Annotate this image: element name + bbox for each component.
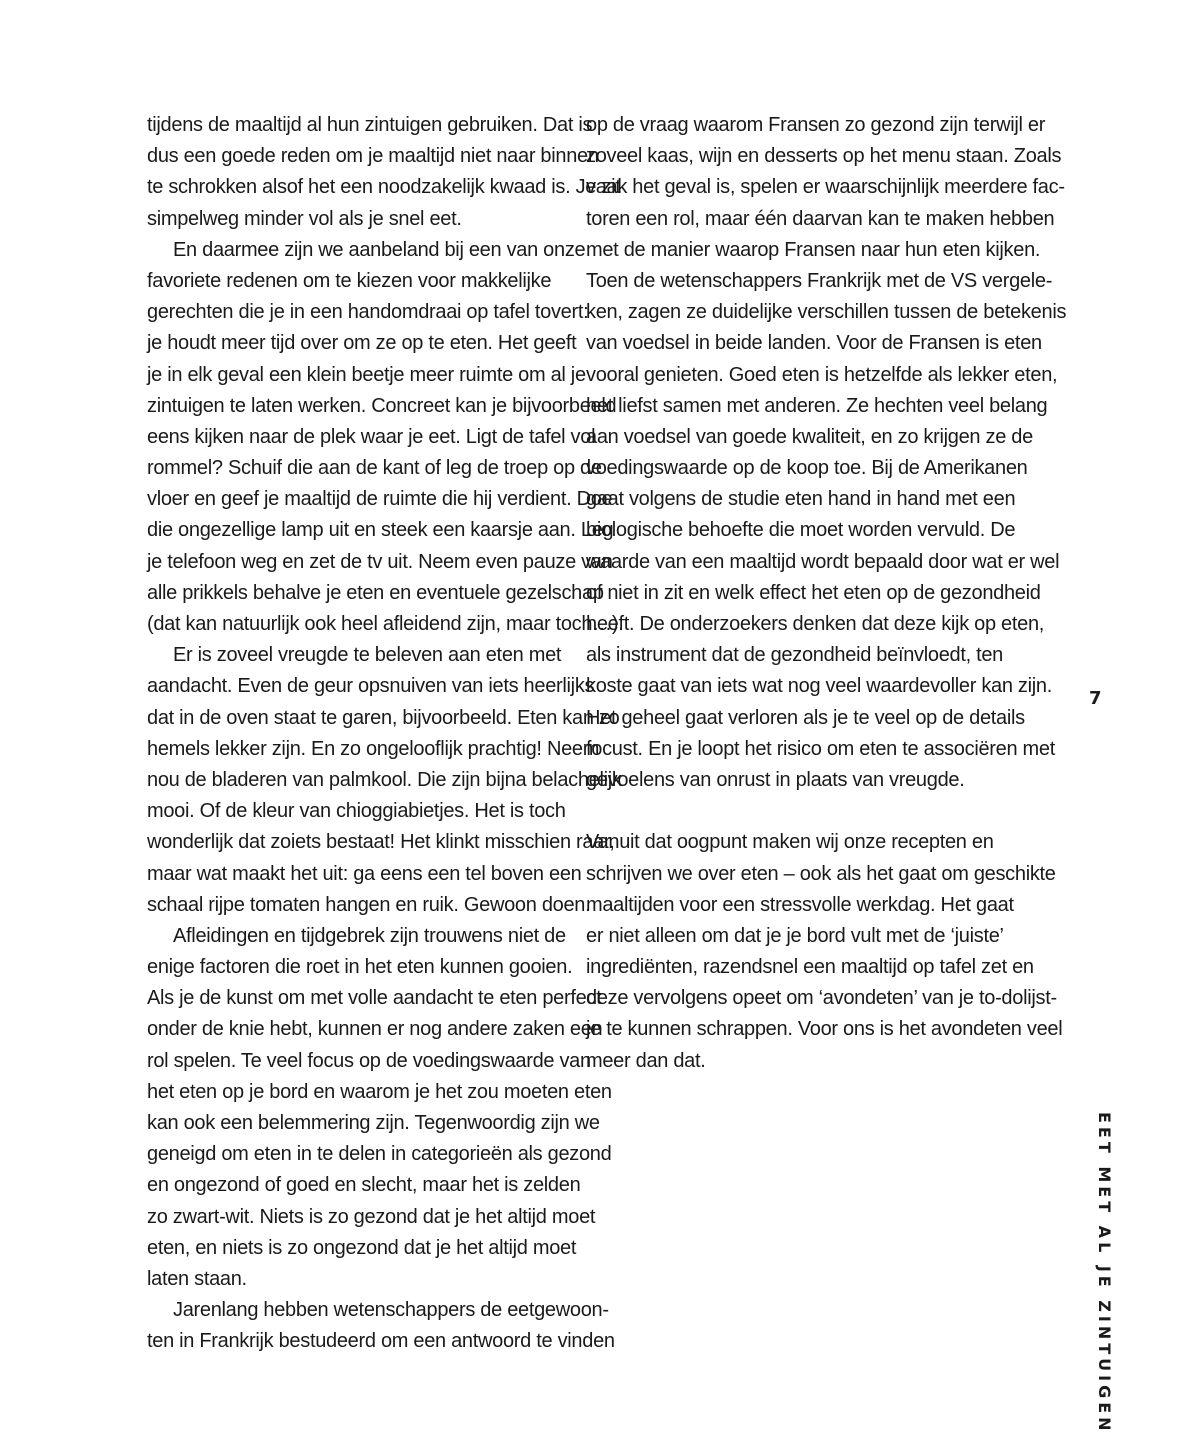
text-line: er niet alleen om dat je je bord vult met de ‘juiste’ [586, 924, 1004, 947]
text-line: zoveel kaas, wijn en desserts op het menu staan. Zoals [586, 145, 1062, 168]
text-line: aandacht. Even de geur opsnuiven van iets heerlijks [147, 675, 595, 698]
paragraph-first-line: Er is zoveel vreugde te beleven aan eten met [173, 644, 562, 667]
text-line: simpelweg minder vol als je snel eet. [147, 207, 462, 230]
text-line: alle prikkels behalve je eten en eventuele gezelschap [147, 581, 604, 604]
text-line: koste gaat van iets wat nog veel waardevoller kan zijn. [586, 675, 1052, 698]
text-line: vaak het geval is, spelen er waarschijnlijk meerdere fac- [586, 176, 1065, 199]
text-line: gaat volgens de studie eten hand in hand met een [586, 488, 1016, 511]
left-text-column [147, 110, 624, 1358]
text-line: laten staan. [147, 1267, 247, 1290]
text-line: geneigd om eten in te delen in categorieën als gezond [147, 1143, 612, 1166]
text-line: vloer en geef je maaltijd de ruimte die hij verdient. Doe [147, 488, 613, 511]
text-line: zintuigen te laten werken. Concreet kan je bijvoorbeeld [147, 394, 617, 417]
text-line: het eten op je bord en waarom je het zou moeten eten [147, 1080, 612, 1103]
text-line: dus een goede reden om je maaltijd niet naar binnen [147, 145, 599, 168]
text-line: Vanuit dat oogpunt maken wij onze recepten en [586, 831, 994, 854]
text-line: het liefst samen met anderen. Ze hechten veel belang [586, 394, 1048, 417]
text-line: zo zwart-wit. Niets is zo gezond dat je het altijd moet [147, 1205, 596, 1228]
text-line: gerechten die je in een handomdraai op tafel tovert: [147, 301, 589, 324]
text-line: ingrediënten, razendsnel een maaltijd op tafel zet en [586, 956, 1034, 979]
text-line: Toen de wetenschappers Frankrijk met de VS vergele- [586, 269, 1053, 292]
text-line: Als je de kunst om met volle aandacht te eten perfect [147, 987, 602, 1010]
text-line: wonderlijk dat zoiets bestaat! Het klinkt misschien raar, [147, 831, 615, 854]
paragraph-first-line: En daarmee zijn we aanbeland bij een van onze [173, 238, 586, 261]
text-line: focust. En je loopt het risico om eten te associëren met [586, 737, 1056, 760]
text-line: vooral genieten. Goed eten is hetzelfde als lekker eten, [586, 363, 1058, 386]
text-line: en ongezond of goed en slecht, maar het is zelden [147, 1174, 581, 1197]
right-text-column [586, 110, 1067, 1077]
text-line: nou de bladeren van palmkool. Die zijn bijna belachelijk [147, 768, 622, 791]
text-line: deze vervolgens opeet om ‘avondeten’ van je to-dolijst- [586, 987, 1057, 1010]
text-line: enige factoren die roet in het eten kunnen gooien. [147, 956, 573, 979]
paragraph-gap [586, 796, 1011, 827]
text-line: of niet in zit en welk effect het eten op de gezondheid [586, 581, 1041, 604]
text-line: maaltijden voor een stressvolle werkdag. Het gaat [586, 893, 1014, 916]
text-line: ken, zagen ze duidelijke verschillen tussen de betekenis [586, 301, 1067, 324]
text-line: aan voedsel van goede kwaliteit, en zo krijgen ze de [586, 425, 1033, 448]
text-line: je houdt meer tijd over om ze op te eten. Het geeft [147, 332, 577, 355]
text-line: tijdens de maaltijd al hun zintuigen gebruiken. Dat is [147, 114, 593, 136]
text-line: favoriete redenen om te kiezen voor makkelijke [147, 269, 552, 292]
text-line: als instrument dat de gezondheid beïnvloedt, ten [586, 644, 1004, 667]
text-line: die ongezellige lamp uit en steek een kaarsje aan. Leg [147, 519, 614, 542]
text-line: maar wat maakt het uit: ga eens een tel boven een [147, 862, 582, 885]
text-line: op de vraag waarom Fransen zo gezond zijn terwijl er [586, 114, 1046, 136]
text-line: biologische behoefte die moet worden vervuld. De [586, 519, 1016, 542]
text-line: dat in de oven staat te garen, bijvoorbeeld. Eten kan zo [147, 706, 620, 729]
paragraph-first-line: Jarenlang hebben wetenschappers de eetgewoon- [173, 1299, 609, 1322]
text-line: te schrokken alsof het een noodzakelijk kwaad is. Je zit [147, 176, 621, 199]
text-line: heeft. De onderzoekers denken dat deze kijk op eten, [586, 613, 1045, 635]
text-line: ten in Frankrijk bestudeerd om een antwoord te vinden [147, 1330, 615, 1353]
text-line: eens kijken naar de plek waar je eet. Ligt de tafel vol [147, 425, 596, 448]
text-line: (dat kan natuurlijk ook heel afleidend zijn, maar toch…). [147, 613, 624, 635]
text-line: je in elk geval een klein beetje meer ruimte om al je [147, 363, 586, 386]
text-line: schrijven we over eten – ook als het gaat om geschikte [586, 862, 1056, 885]
page-number: 7 [1089, 688, 1102, 709]
text-line: rommel? Schuif die aan de kant of leg de troep op de [147, 457, 602, 480]
text-line: meer dan dat. [586, 1049, 706, 1072]
text-line: van voedsel in beide landen. Voor de Fransen is eten [586, 332, 1042, 355]
text-line: hemels lekker zijn. En zo ongelooflijk prachtig! Neem [147, 737, 600, 760]
text-line: gevoelens van onrust in plaats van vreugde. [586, 768, 965, 791]
text-line: schaal rijpe tomaten hangen en ruik. Gewoon doen. [147, 893, 591, 916]
text-line: met de manier waarop Fransen naar hun eten kijken. [586, 238, 1041, 261]
text-line: onder de knie hebt, kunnen er nog andere zaken een [147, 1018, 603, 1041]
text-line: kan ook een belemmering zijn. Tegenwoordig zijn we [147, 1112, 600, 1134]
paragraph-first-line: Afleidingen en tijdgebrek zijn trouwens niet de [173, 924, 566, 947]
text-line: toren een rol, maar één daarvan kan te maken hebben [586, 207, 1055, 230]
running-head: EET MET AL JE ZINTUIGEN [1095, 1112, 1114, 1435]
text-line: eten, en niets is zo ongezond dat je het altijd moet [147, 1236, 577, 1259]
text-line: mooi. Of de kleur van chioggiabietjes. Het is toch [147, 800, 566, 823]
text-line: voedingswaarde op de koop toe. Bij de Amerikanen [586, 457, 1028, 480]
text-line: Het geheel gaat verloren als je te veel op de details [586, 706, 1025, 729]
text-line: je te kunnen schrappen. Voor ons is het avondeten veel [586, 1018, 1063, 1041]
text-line: rol spelen. Te veel focus op de voedingswaarde van [147, 1049, 591, 1072]
text-line: waarde van een maaltijd wordt bepaald door wat er wel [586, 550, 1060, 573]
text-line: je telefoon weg en zet de tv uit. Neem even pauze van [147, 550, 613, 573]
